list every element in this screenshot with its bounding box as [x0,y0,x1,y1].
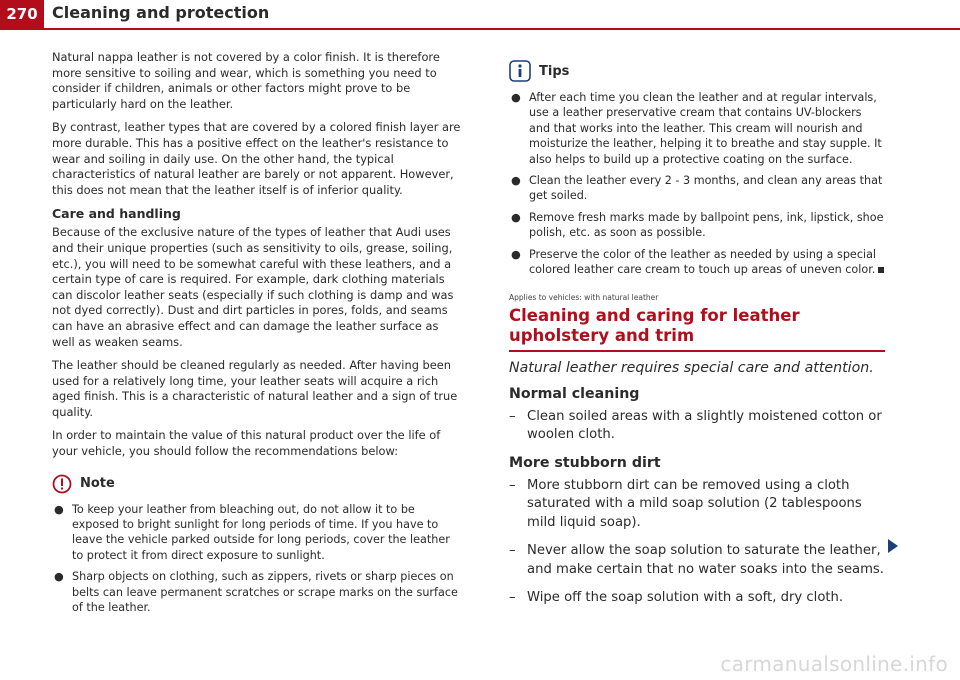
caution-circle-icon [52,474,72,494]
paragraph: The leather should be cleaned regularly as needed. After having been used for a relatively long time, your leather seats will acquire a rich aged finish. This is a characteristic of natural leather and a sign of true quality. [52,358,458,419]
step-item: – Clean soiled areas with a slightly moistened cotton or woolen cloth. [509,408,882,443]
applies-to-line: Applies to vehicles: with natural leather [509,293,659,303]
continue-arrow-icon [888,539,898,553]
tips-label: Tips [539,63,570,79]
tips-header [509,60,885,82]
step-item: – Never allow the soap solution to saturate the leather, and make certain that no water soaks into the seams. [509,543,884,577]
note-item: ● To keep your leather from bleaching out, do not allow it to be exposed to bright sunlight for long periods of time. If you have to leave the vehicle parked outside for long periods, cover the leather to protect it from direct exposure to sunlight. [54,502,450,562]
tip-item: ● Clean the leather every 2 - 3 months, and clean any areas that get soiled. [511,174,883,203]
tip-item: ● Remove fresh marks made by ballpoint pens, ink, lipstick, shoe polish, etc. as soon as possible. [511,210,884,240]
note-item: ● Sharp objects on clothing, such as zippers, rivets or sharp pieces on belts can leave permanent scratches or scrape marks on the surface of the leather. [54,570,458,615]
tip-item: ● After each time you clean the leather and at regular intervals, use a leather preservative cream that contains UV-blockers and that works into the leather. This cream will nourish and moisturize the leather, helping it to breathe and stay supple. It also helps to build up a protective coating on the surface. [511,91,882,166]
page-number: 270 [0,0,44,28]
paragraph: Natural nappa leather is not covered by a color finish. It is therefore more sensitive to soiling and wear, which is something you need to consider if children, animals or other factors might prove to be particularly hard on the leather. [52,50,440,111]
note-header [52,474,464,494]
right-column [509,60,885,618]
header-rule [0,28,960,30]
step-item: – More stubborn dirt can be removed using a cloth saturated with a mild soap solution (2 tablespoons mild liquid soap). [509,477,862,530]
end-of-section-marker [878,267,884,273]
note-label: Note [80,476,115,492]
paragraph: Because of the exclusive nature of the types of leather that Audi uses and their unique properties (such as sensitivity to oils, grease, soiling, etc.), you will need to be somewhat careful with these leathers, and a certain type of care is required. For example, dark clothing materials can discolor leather seats (especially if such clothing is damp and was not dyed correctly). Dust and dirt particles in pores, folds, and seams can have an abrasive effect and can damage the leather surface as well as weaken seams. [52,225,454,349]
info-icon [509,60,531,82]
care-heading: Care and handling [52,206,181,222]
step-item: – Wipe off the soap solution with a soft, dry cloth. [509,590,844,606]
chapter-title: Cleaning and protection [52,3,270,22]
stubborn-dirt-heading: More stubborn dirt [509,454,661,471]
paragraph: In order to maintain the value of this natural product over the life of your vehicle, you should follow the recommendations below: [52,428,441,459]
watermark: carmanualsonline.info [720,652,948,676]
normal-cleaning-heading: Normal cleaning [509,385,640,402]
tip-item: ● Preserve the color of the leather as needed by using a special colored leather care cream to touch up areas of uneven color. [509,247,885,278]
left-column [52,50,464,622]
section-title: Cleaning and caring for leather upholstery and trim [509,306,800,346]
section-rule [509,350,885,352]
section-intro: Natural leather requires special care and attention. [509,359,874,376]
paragraph: By contrast, leather types that are covered by a colored finish layer are more durable. This has a positive effect on the leather's resistance to wear and soiling in daily use. On the other hand, the typical characteristics of natural leather are barely or not apparent. However, this does not mean that the leather itself is of inferior quality. [52,120,461,197]
